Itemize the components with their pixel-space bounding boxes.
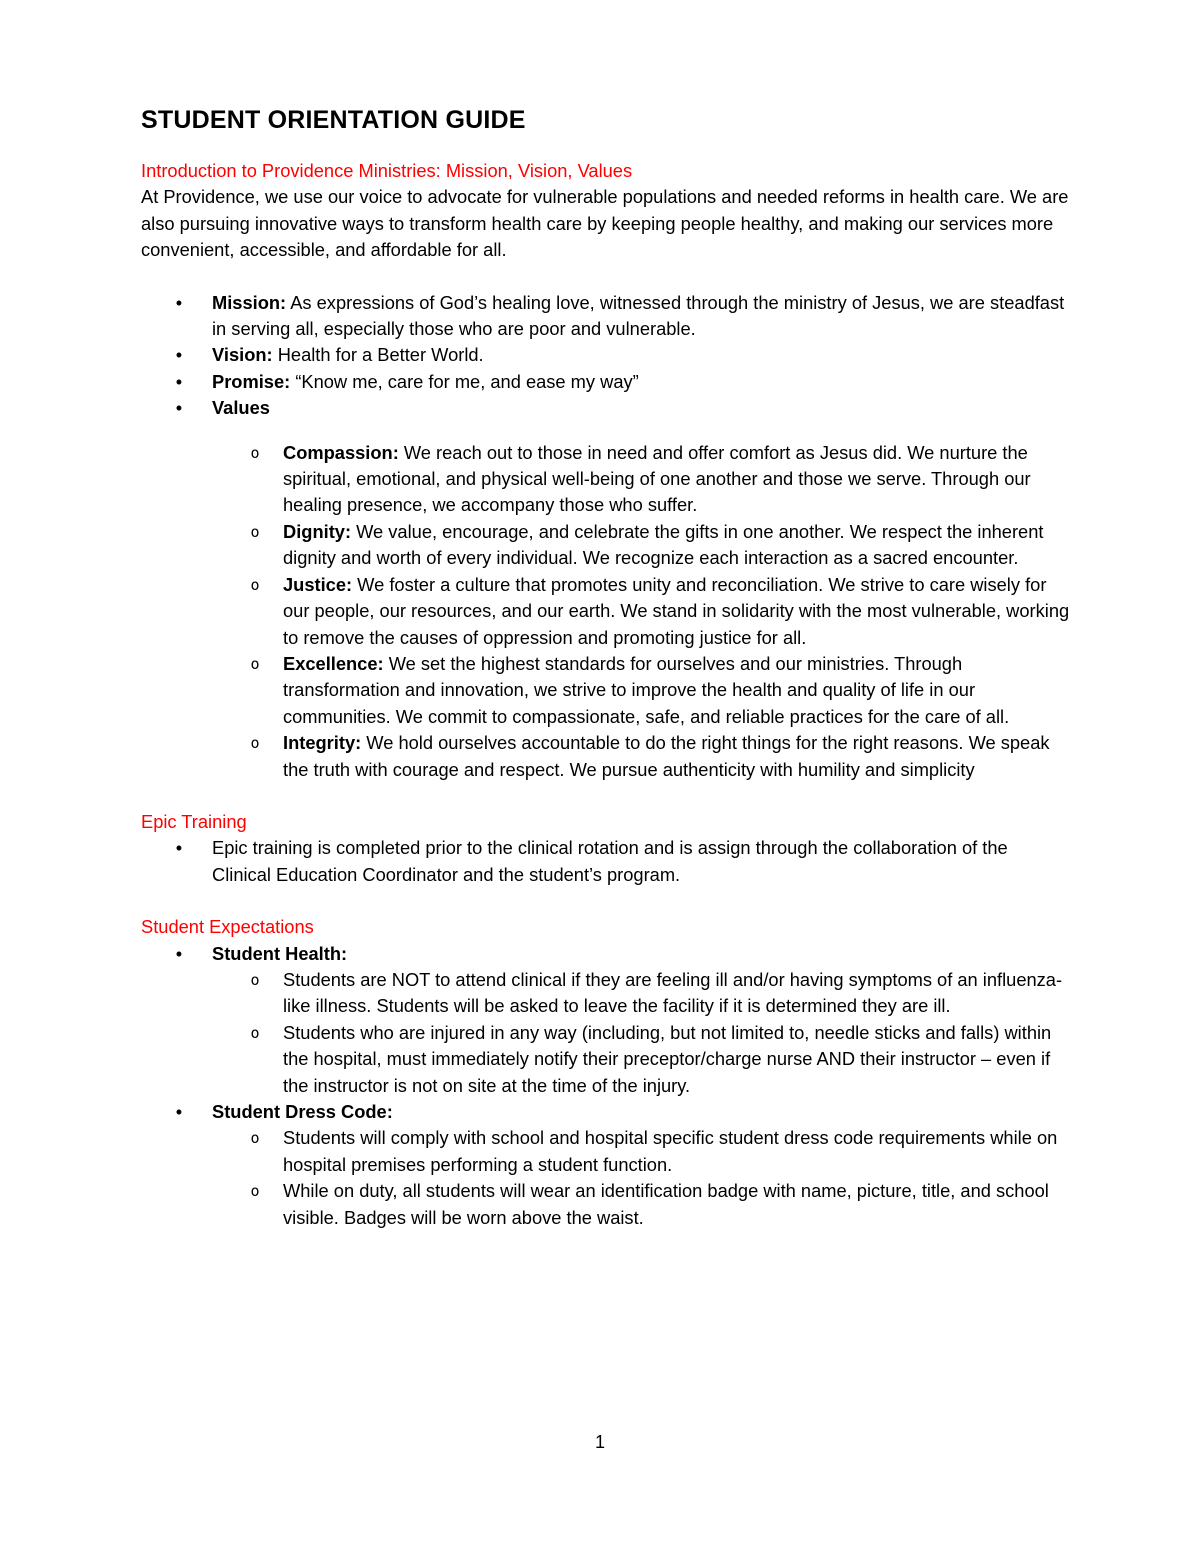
- list-item: [141, 835, 1071, 888]
- spacer: [141, 264, 1071, 290]
- circle-bullet-icon: o: [250, 654, 260, 673]
- value-integrity: [141, 730, 1071, 783]
- promise-text: “Know me, care for me, and ease my way”: [290, 370, 639, 392]
- value-justice: [141, 572, 1071, 651]
- epic-text: Epic training is completed prior to the clinical rotation and is assign through the collaboration of the Clinical Education Coordinator and the student’s program.: [212, 837, 1008, 885]
- value-label: Integrity:: [283, 732, 362, 754]
- health-text: Students who are injured in any way (including, but not limited to, needle sticks and falls) within the hospital, must immediately notify their preceptor/charge nurse AND their instructor – even if the instructor is not on site at the time of the injury.: [283, 1021, 1052, 1096]
- value-compassion: [141, 440, 1071, 519]
- value-text: We hold ourselves accountable to do the right things for the right reasons. We speak the truth with courage and respect. We pursue authenticity with humility and simplicity: [283, 732, 1050, 780]
- page-number: 1: [594, 1432, 605, 1452]
- bullet-icon: •: [175, 291, 183, 313]
- bullet-icon: •: [175, 344, 183, 366]
- spacer: [212, 422, 1071, 440]
- circle-bullet-icon: o: [250, 1129, 260, 1148]
- circle-bullet-icon: o: [250, 1182, 260, 1201]
- student-health-label: Student Health:: [212, 942, 348, 964]
- list-item: [141, 967, 1071, 1020]
- value-label: Dignity:: [283, 520, 352, 542]
- value-dignity: [141, 519, 1071, 572]
- circle-bullet-icon: o: [250, 1023, 260, 1042]
- intro-heading: Introduction to Providence Ministries: Mission, Vision, Values: [141, 160, 633, 181]
- list-item-mission: [141, 290, 1071, 343]
- dress-code-label: Student Dress Code:: [212, 1101, 393, 1122]
- list-item-values: [141, 395, 1071, 783]
- list-item-dress-code: [141, 1099, 1071, 1231]
- value-label: Justice:: [283, 573, 353, 595]
- circle-bullet-icon: o: [250, 970, 260, 989]
- list-item-promise: [141, 369, 1071, 395]
- value-text: We reach out to those in need and offer comfort as Jesus did. We nurture the spiritual, emotional, and physical well-being of one another and those we serve. Through our healing presence, we accompany those who suffer.: [283, 441, 1031, 516]
- value-text: We set the highest standards for ourselves and our ministries. Through transformation and innovation, we strive to improve the health and quality of life in our communities. We commit to compassionate, safe, and reliable practices for the care of all.: [283, 652, 1010, 727]
- document-title: STUDENT ORIENTATION GUIDE: [141, 106, 526, 134]
- mission-text: As expressions of God’s healing love, witnessed through the ministry of Jesus, we are steadfast in serving all, especially those who are poor and vulnerable.: [212, 291, 1065, 340]
- list-item: [141, 1020, 1071, 1099]
- mission-label: Mission:: [212, 291, 287, 313]
- list-item: [141, 1178, 1071, 1231]
- list-item-vision: [141, 342, 1071, 368]
- values-label: Values: [212, 397, 270, 419]
- values-list: [212, 440, 1071, 783]
- health-text: Students are NOT to attend clinical if they are feeling ill and/or having symptoms of an influenza-like illness. Students will be asked to leave the facility if it is determined they are ill.: [283, 968, 1063, 1017]
- spacer: [141, 783, 1071, 809]
- promise-label: Promise:: [212, 370, 291, 392]
- bullet-icon: •: [175, 397, 183, 419]
- vision-label: Vision:: [212, 344, 273, 366]
- student-health-list: [212, 967, 1071, 1099]
- value-label: Excellence:: [283, 652, 384, 674]
- document-page: [141, 104, 1071, 1231]
- circle-bullet-icon: o: [250, 443, 260, 462]
- list-item-student-health: [141, 941, 1071, 1099]
- vision-text: Health for a Better World.: [272, 344, 484, 366]
- value-text: We value, encourage, and celebrate the gifts in one another. We respect the inherent dignity and worth of every individual. We recognize each interaction as a sacred encounter.: [283, 520, 1044, 569]
- epic-heading: Epic Training: [141, 810, 247, 832]
- intro-list: [141, 290, 1071, 783]
- epic-list: [141, 835, 1071, 888]
- intro-paragraph: At Providence, we use our voice to advocate for vulnerable populations and needed reforms in health care. We are also pursuing innovative ways to transform health care by keeping people healthy, and making our services more convenient, accessible, and affordable for all.: [141, 186, 1069, 261]
- value-text: We foster a culture that promotes unity and reconciliation. We strive to care wisely for our people, our resources, and our earth. We stand in solidarity with the most vulnerable, working to remove the causes of oppression and promoting justice for all.: [283, 573, 1070, 648]
- dress-text: While on duty, all students will wear an identification badge with name, picture, title, and school visible. Badges will be worn above the waist.: [283, 1180, 1049, 1228]
- value-label: Compassion:: [283, 441, 399, 463]
- expectations-heading: Student Expectations: [141, 916, 314, 938]
- expectations-list: [141, 941, 1071, 1231]
- bullet-icon: •: [175, 837, 183, 859]
- list-item: [141, 1125, 1071, 1178]
- bullet-icon: •: [175, 1101, 183, 1122]
- spacer: [141, 888, 1071, 914]
- dress-text: Students will comply with school and hospital specific student dress code requirements while on hospital premises performing a student function.: [283, 1127, 1058, 1175]
- bullet-icon: •: [175, 942, 183, 964]
- circle-bullet-icon: o: [250, 522, 260, 541]
- value-excellence: [141, 651, 1071, 730]
- circle-bullet-icon: o: [250, 734, 260, 753]
- dress-code-list: [212, 1125, 1071, 1231]
- circle-bullet-icon: o: [250, 575, 260, 594]
- bullet-icon: •: [175, 370, 183, 392]
